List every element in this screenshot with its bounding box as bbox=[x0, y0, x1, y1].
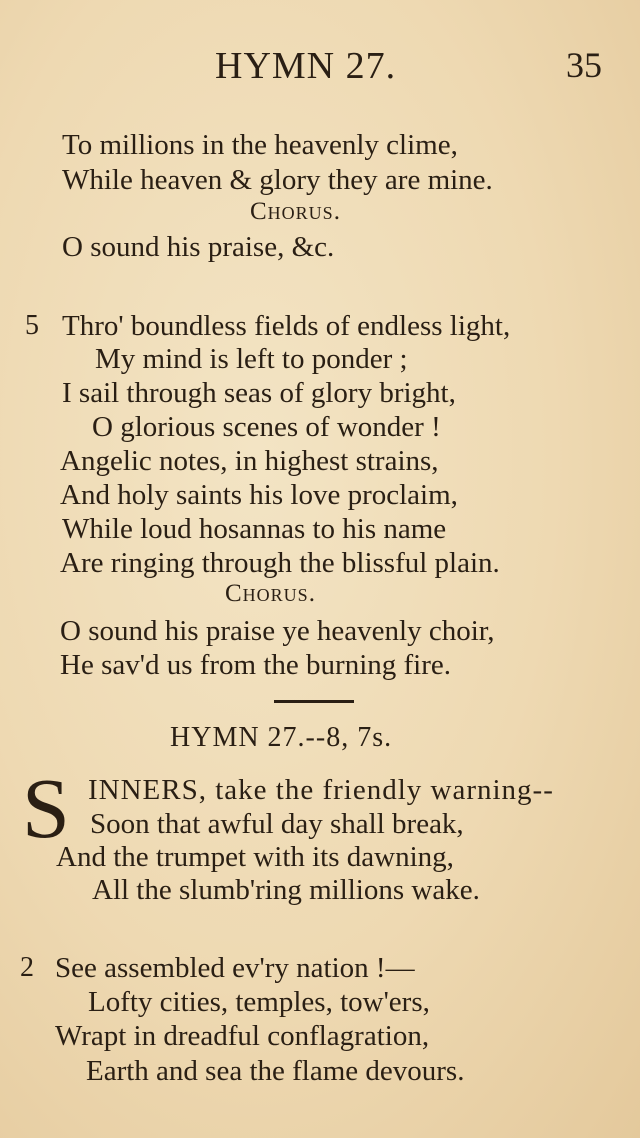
verse-line: My mind is left to ponder ; bbox=[95, 343, 408, 375]
chorus-line: He sav'd us from the burning fire. bbox=[60, 649, 451, 681]
verse-line: While loud hosannas to his name bbox=[62, 513, 447, 545]
verse-number: 5 bbox=[25, 310, 39, 341]
verse-line: Angelic notes, in highest strains, bbox=[60, 445, 439, 477]
verse-line: Are ringing through the blissful plain. bbox=[60, 547, 500, 579]
chorus-line: O sound his praise, &c. bbox=[62, 231, 335, 263]
section-divider bbox=[274, 700, 354, 703]
verse-line: O glorious scenes of wonder ! bbox=[92, 411, 441, 443]
verse-line: All the slumb'ring millions wake. bbox=[92, 874, 480, 906]
verse-line: And holy saints his love proclaim, bbox=[60, 479, 458, 511]
page-number: 35 bbox=[566, 45, 602, 85]
chorus-label: Chorus. bbox=[250, 198, 341, 225]
verse-line: While heaven & glory they are mine. bbox=[62, 164, 493, 196]
hymn-title: HYMN 27.--8, 7s. bbox=[170, 722, 393, 753]
verse-line: And the trumpet with its dawning, bbox=[56, 841, 454, 873]
verse-number: 2 bbox=[20, 952, 34, 983]
verse-line: Lofty cities, temples, tow'ers, bbox=[88, 986, 430, 1018]
page-header bbox=[0, 44, 640, 94]
verse-line: Soon that awful day shall break, bbox=[90, 808, 464, 840]
chorus-line: O sound his praise ye heavenly choir, bbox=[60, 615, 495, 647]
verse-line: Wrapt in dreadful conflagration, bbox=[55, 1020, 430, 1052]
verse-line: INNERS, take the friendly warning-- bbox=[88, 774, 554, 806]
chorus-label: Chorus. bbox=[225, 580, 316, 607]
verse-line: See assembled ev'ry nation !— bbox=[55, 952, 415, 984]
running-title: HYMN 27. bbox=[215, 45, 397, 87]
verse-line: To millions in the heavenly clime, bbox=[62, 129, 458, 161]
drop-cap: S bbox=[22, 760, 70, 856]
verse-line: I sail through seas of glory bright, bbox=[62, 377, 456, 409]
verse-line: Earth and sea the flame devours. bbox=[86, 1055, 465, 1087]
verse-line: Thro' boundless fields of endless light, bbox=[62, 310, 511, 342]
